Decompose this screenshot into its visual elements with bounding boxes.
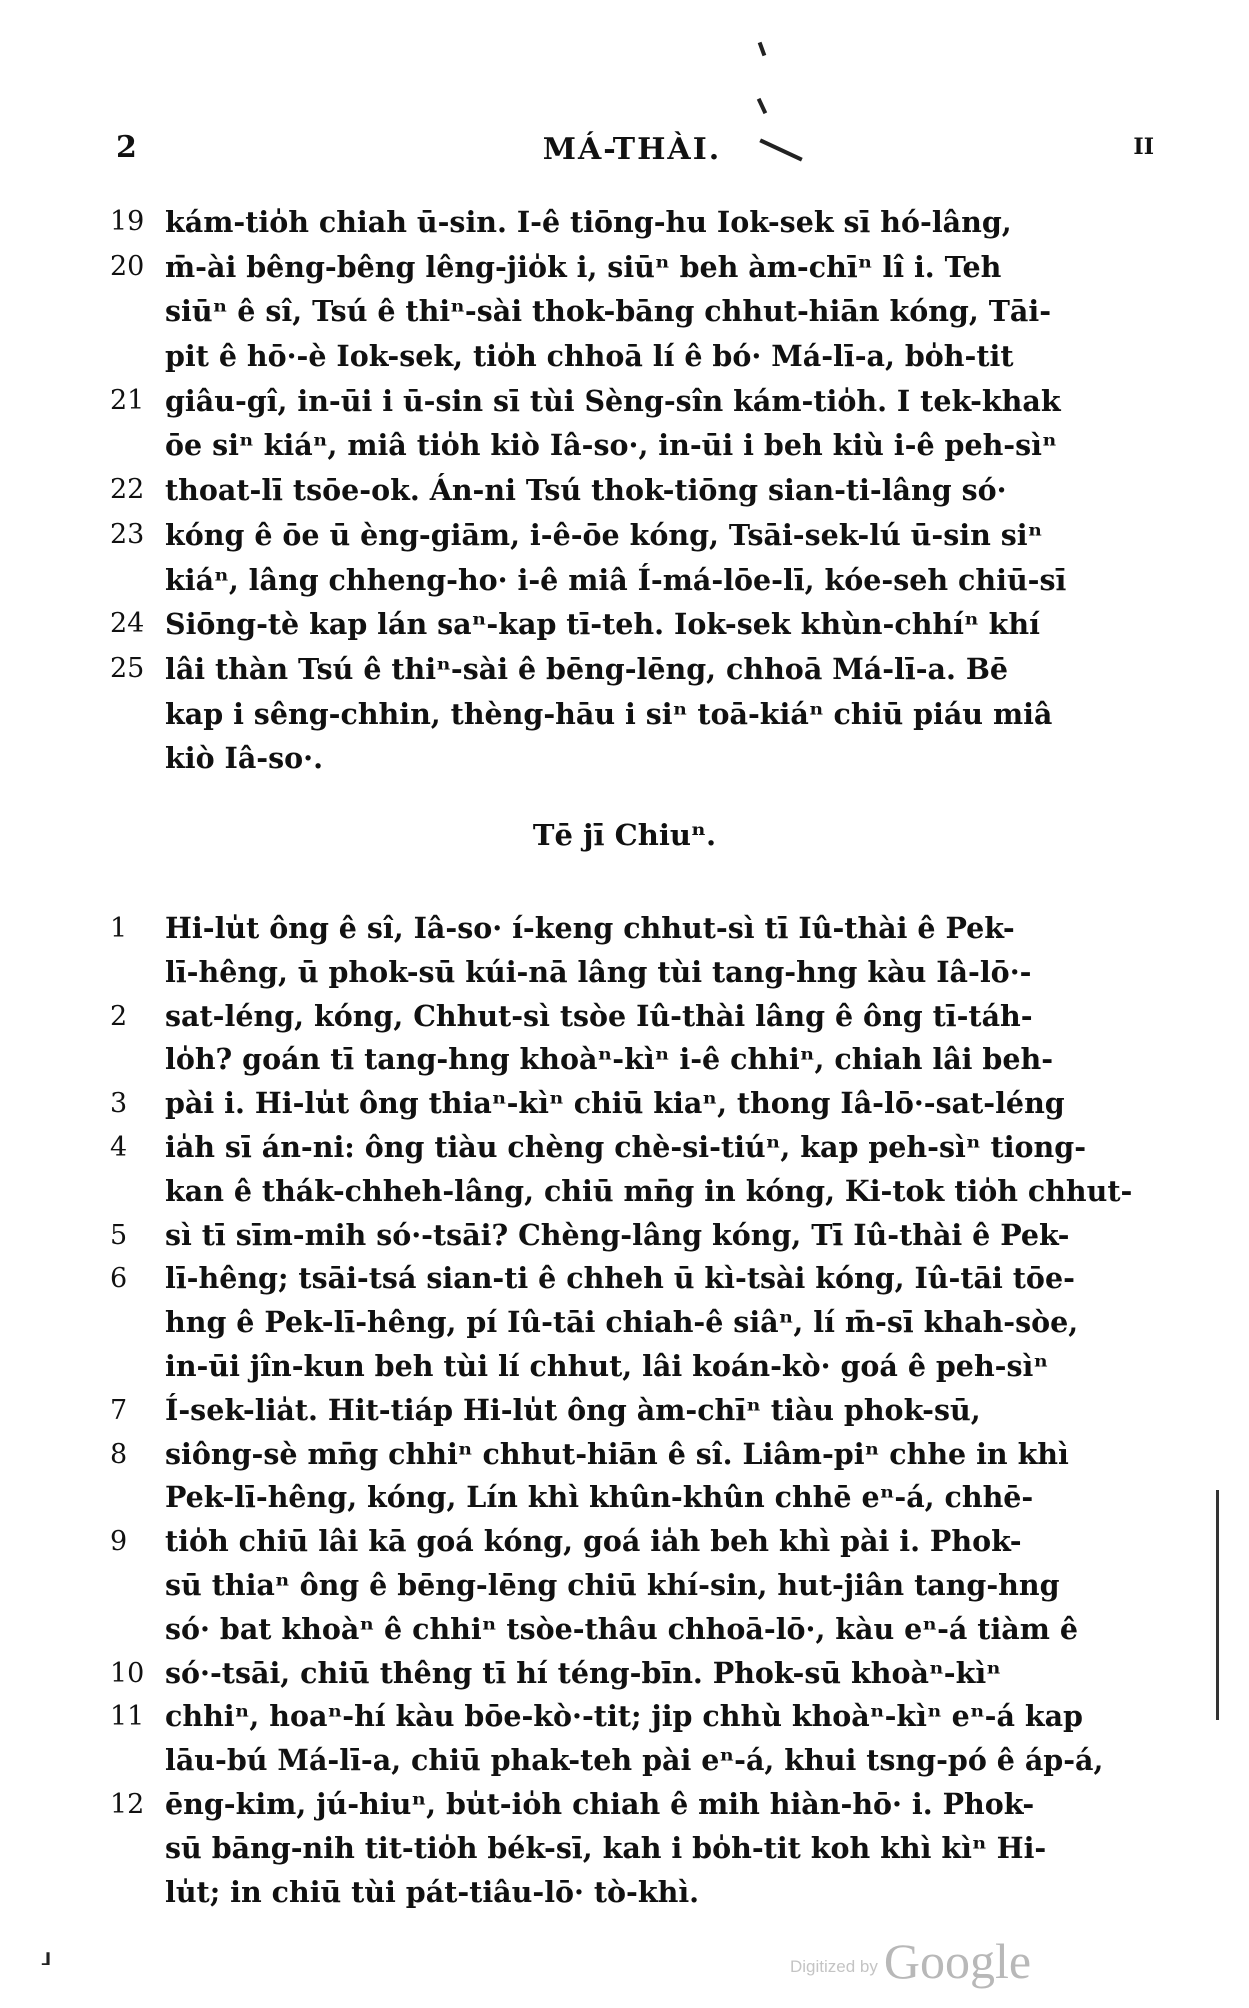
text-line (110, 1345, 1170, 1389)
text-line (110, 736, 1170, 781)
signature-mark: II (1133, 134, 1154, 160)
line-text: lī-hêng, ū phok-sū kúi-nā lâng tùi tang-hng kàu Iâ-lō·- (165, 954, 1032, 989)
text-line (110, 245, 1170, 290)
text-line (110, 1520, 1170, 1564)
verse-number: 20 (110, 250, 145, 282)
text-line (110, 513, 1170, 558)
text-line (110, 1871, 1170, 1915)
verse-number: 6 (110, 1263, 128, 1295)
text-line (110, 1038, 1170, 1082)
line-text: chhiⁿ, hoaⁿ-hí kàu bōe-kò·-tit; jip chhù khoàⁿ-kìⁿ eⁿ-á kap (165, 1699, 1083, 1734)
verse-number: 12 (110, 1788, 145, 1820)
line-text: tio̍h chiū lâi kā goá kóng, goá ia̍h beh khì pài i. Phok- (165, 1524, 1022, 1559)
text-line (110, 1827, 1170, 1871)
line-text: lâi thàn Tsú ê thiⁿ-sài ê bēng-lēng, chhoā Má-lī-a. Bē (165, 651, 1009, 686)
text-line (110, 334, 1170, 379)
text-line (110, 1082, 1170, 1126)
google-logo: Google (883, 1933, 1032, 1989)
line-text: sū bāng-nih tit-tio̍h bék-sī, kah i bo̍h-tit koh khì kìⁿ Hi- (165, 1830, 1047, 1865)
scan-edge-mark (1216, 1490, 1219, 1720)
text-line (110, 1301, 1170, 1345)
text-line (110, 558, 1170, 603)
ink-smudge (758, 42, 767, 57)
verse-number: 11 (110, 1701, 145, 1733)
verse-number: 21 (110, 384, 145, 416)
text-line (110, 1170, 1170, 1214)
verse-block-chapter-1 (110, 200, 1170, 781)
verse-number: 10 (110, 1657, 145, 1689)
text-line (110, 1257, 1170, 1301)
text-line (110, 995, 1170, 1039)
running-title: MÁ-THÀI. (542, 132, 722, 167)
line-text: siông-sè mn̄g chhiⁿ chhut-hiān ê sî. Liâm-piⁿ chhe in khì (165, 1436, 1069, 1471)
line-text: Hi-lu̍t ông ê sî, Iâ-so· í-keng chhut-sì tī Iû-thài ê Pek- (165, 911, 1015, 945)
verse-block-chapter-2 (110, 907, 1170, 1914)
line-text: só· bat khoàⁿ ê chhiⁿ tsòe-thâu chhoā-lō·, kàu eⁿ-á tiàm ê (165, 1611, 1078, 1646)
line-text: lo̍h? goán tī tang-hng khoàⁿ-kìⁿ i-ê chhiⁿ, chiah lâi beh- (165, 1042, 1054, 1077)
text-line (110, 1476, 1170, 1520)
page-number: 2 (116, 130, 137, 165)
line-text: giâu-gî, in-ūi i ū-sin sī tùi Sèng-sîn kám-tio̍h. I tek-khak (165, 383, 1061, 418)
line-text: ia̍h sī án-ni: ông tiàu chèng chè-si-tiúⁿ, kap peh-sìⁿ tiong- (165, 1129, 1087, 1164)
corner-mark-icon: ┚ (42, 1952, 55, 1976)
line-text: lu̍t; in chiū tùi pát-tiâu-lō· tò-khì. (165, 1874, 700, 1909)
line-text: sat-léng, kóng, Chhut-sì tsòe Iû-thài lâng ê ông tī-táh- (165, 998, 1033, 1033)
verse-number: 24 (110, 608, 145, 640)
line-text: pài i. Hi-lu̍t ông thiaⁿ-kìⁿ chiū kiaⁿ, thong Iâ-lō·-sat-léng (165, 1086, 1065, 1121)
line-text: sì tī sīm-mih só·-tsāi? Chèng-lâng kóng, Tī Iû-thài ê Pek- (165, 1217, 1070, 1252)
text-line (110, 647, 1170, 692)
line-text: Siōng-tè kap lán saⁿ-kap tī-teh. Iok-sek khùn-chhíⁿ khí (165, 607, 1040, 642)
line-text: kap i sêng-chhin, thèng-hāu i siⁿ toā-kiáⁿ chiū piáu miâ (165, 696, 1053, 731)
ink-smudge (757, 98, 767, 114)
verse-number: 5 (110, 1219, 128, 1251)
text-line (110, 289, 1170, 334)
line-text: kiáⁿ, lâng chheng-ho· i-ê miâ Í-má-lōe-lī, kóe-seh chiū-sī (165, 562, 1067, 597)
line-text: ōe siⁿ kiáⁿ, miâ tio̍h kiò Iâ-so·, in-ūi i beh kiù i-ê peh-sìⁿ (165, 428, 1057, 463)
line-text: Pek-lī-hêng, kóng, Lín khì khûn-khûn chhē eⁿ-á, chhē- (165, 1480, 1034, 1515)
line-text: kóng ê ōe ū èng-giām, i-ê-ōe kóng, Tsāi-sek-lú ū-sin siⁿ (165, 517, 1043, 552)
text-line (110, 951, 1170, 995)
verse-number: 8 (110, 1438, 128, 1470)
text-line (110, 1608, 1170, 1652)
text-line (110, 1783, 1170, 1827)
verse-number: 9 (110, 1526, 128, 1558)
line-text: kám-tio̍h chiah ū-sin. I-ê tiōng-hu Iok-sek sī hó-lâng, (165, 205, 1012, 239)
line-text: Í-sek-lia̍t. Hit-tiáp Hi-lu̍t ông àm-chīⁿ tiàu phok-sū, (165, 1392, 981, 1427)
text-line (110, 1433, 1170, 1477)
line-text: sū thiaⁿ ông ê bēng-lēng chiū khí-sin, hut-jiân tang-hng (165, 1567, 1060, 1602)
text-line (110, 602, 1170, 647)
line-text: siūⁿ ê sî, Tsú ê thiⁿ-sài thok-bāng chhut-hiān kóng, Tāi- (165, 294, 1052, 329)
line-text: ēng-kim, jú-hiuⁿ, bu̍t-io̍h chiah ê mih hiàn-hō· i. Phok- (165, 1786, 1035, 1821)
text-line (110, 1652, 1170, 1696)
verse-number: 19 (110, 206, 145, 237)
text-line (110, 1389, 1170, 1433)
text-line (110, 423, 1170, 468)
text-line (110, 1695, 1170, 1739)
verse-number: 3 (110, 1088, 128, 1120)
line-text: m̄-ài bêng-bêng lêng-jio̍k i, siūⁿ beh àm-chīⁿ lî i. Teh (165, 249, 1002, 284)
running-header (110, 130, 1154, 170)
verse-number: 4 (110, 1131, 128, 1163)
verse-number: 2 (110, 1000, 128, 1032)
verse-number: 1 (110, 913, 128, 944)
text-line (110, 200, 1170, 245)
text-line (110, 1739, 1170, 1783)
line-text: lāu-bú Má-lī-a, chiū phak-teh pài eⁿ-á, khui tsng-pó ê áp-á, (165, 1743, 1104, 1778)
line-text: in-ūi jîn-kun beh tùi lí chhut, lâi koán-kò· goá ê peh-sìⁿ (165, 1348, 1049, 1383)
text-line (110, 1564, 1170, 1608)
line-text: só·-tsāi, chiū thêng tī hí téng-bīn. Phok-sū khoàⁿ-kìⁿ (165, 1655, 1001, 1690)
text-line (110, 379, 1170, 424)
line-text: kan ê thák-chheh-lâng, chiū mn̄g in kóng, Ki-tok tio̍h chhut- (165, 1173, 1133, 1208)
line-text: lī-hêng; tsāi-tsá sian-ti ê chheh ū kì-tsài kóng, Iû-tāi tōe- (165, 1261, 1075, 1296)
text-line (110, 692, 1170, 737)
digitized-by-text: Digitized by (790, 1957, 878, 1976)
text-line (110, 1126, 1170, 1170)
verse-number: 7 (110, 1394, 128, 1426)
line-text: kiò Iâ-so·. (165, 741, 324, 776)
digitized-watermark (790, 1932, 1031, 1992)
verse-number: 22 (110, 474, 145, 506)
verse-number: 23 (110, 518, 145, 550)
verse-number: 25 (110, 652, 145, 684)
line-text: thoat-lī tsōe-ok. Án-ni Tsú thok-tiōng sian-ti-lâng só· (165, 473, 1007, 508)
line-text: hng ê Pek-lī-hêng, pí Iû-tāi chiah-ê siâⁿ, lí m̄-sī khah-sòe, (165, 1305, 1079, 1340)
line-text: pit ê hō·-è Iok-sek, tio̍h chhoā lí ê bó· Má-lī-a, bo̍h-tit (165, 339, 1014, 374)
chapter-heading: Tē jī Chiuⁿ. (532, 818, 717, 852)
text-line (110, 468, 1170, 513)
text-line (110, 1214, 1170, 1258)
text-line (110, 907, 1170, 951)
